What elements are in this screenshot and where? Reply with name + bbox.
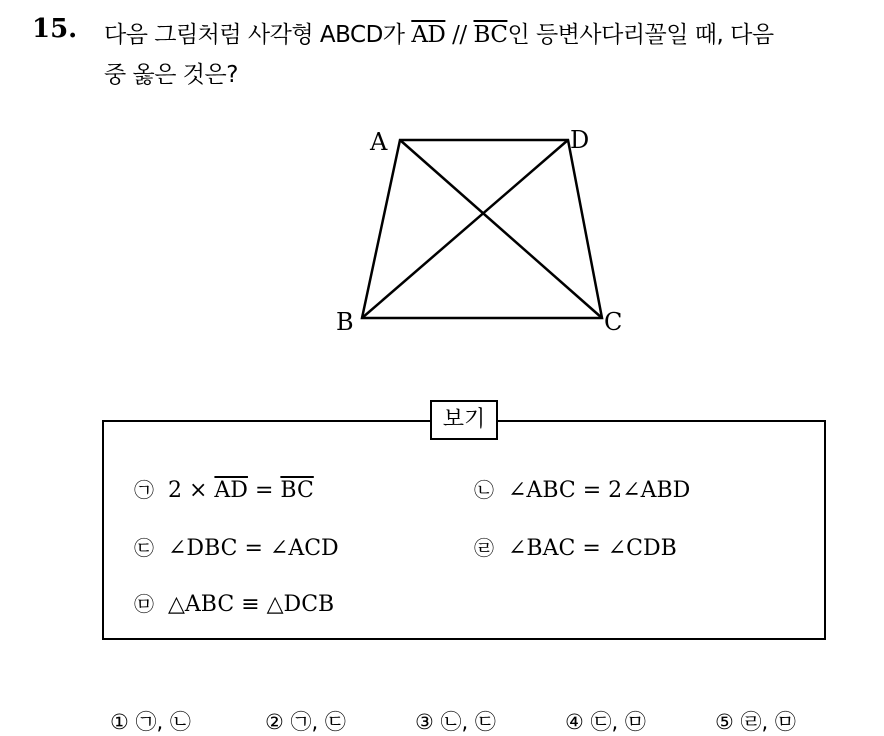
choice-5-number: ⑤ bbox=[715, 710, 734, 734]
question-suffix: 인 등변사다리꼴일 때, 다음 bbox=[507, 22, 774, 48]
choice-3[interactable] bbox=[415, 706, 496, 736]
bogi-item-1-seg-bc: $\overline{BC}$ bbox=[280, 478, 314, 503]
choice-4[interactable] bbox=[565, 706, 646, 736]
choice-4-number: ④ bbox=[565, 710, 584, 734]
question-text-line1 bbox=[104, 16, 774, 49]
bogi-title: 보기 bbox=[430, 400, 498, 440]
bogi-item-2-text: ∠ABC = 2∠ABD bbox=[508, 478, 691, 503]
question-text-line2: 중 옳은 것은? bbox=[104, 62, 238, 88]
trapezoid-outline bbox=[362, 140, 602, 318]
vertex-label-d: D bbox=[570, 126, 590, 154]
bogi-item-3-text: ∠DBC = ∠ACD bbox=[168, 536, 339, 561]
parallel-symbol: // bbox=[445, 22, 474, 48]
segment-ad: $\overline{AD}$ bbox=[411, 22, 446, 48]
choice-1[interactable] bbox=[110, 706, 191, 736]
trapezoid-figure bbox=[330, 120, 650, 335]
choice-3-number: ③ bbox=[415, 710, 434, 734]
bogi-item-1-seg-ad: $\overline{AD}$ bbox=[214, 478, 248, 503]
bogi-mark-4: ㉣ bbox=[474, 536, 494, 560]
bogi-item-4 bbox=[474, 532, 677, 561]
bogi-item-5-text: △ABC ≡ △DCB bbox=[168, 592, 335, 617]
question-prefix: 다음 그림처럼 사각형 ABCD가 bbox=[104, 22, 412, 48]
diagonal-ac bbox=[400, 140, 602, 318]
choice-3-text: ㉡, ㉢ bbox=[440, 710, 496, 734]
choice-2[interactable] bbox=[265, 706, 346, 736]
choice-2-number: ② bbox=[265, 710, 284, 734]
bogi-mark-5: ㉤ bbox=[134, 592, 154, 616]
bogi-item-1-part-eq: = bbox=[247, 478, 281, 503]
choice-4-text: ㉢, ㉤ bbox=[590, 710, 646, 734]
bogi-item-5 bbox=[134, 588, 334, 617]
bogi-item-4-text: ∠BAC = ∠CDB bbox=[508, 536, 677, 561]
vertex-label-a: A bbox=[370, 128, 388, 156]
choice-1-text: ㉠, ㉡ bbox=[135, 710, 191, 734]
bogi-item-3 bbox=[134, 532, 339, 561]
bogi-item-1 bbox=[134, 474, 314, 503]
choice-5[interactable] bbox=[715, 706, 796, 736]
vertex-label-c: C bbox=[604, 308, 623, 335]
segment-bc: $\overline{BC}$ bbox=[473, 22, 508, 48]
choice-2-text: ㉠, ㉢ bbox=[290, 710, 346, 734]
choice-1-number: ① bbox=[110, 710, 129, 734]
vertex-label-b: B bbox=[336, 308, 354, 335]
bogi-item-2 bbox=[474, 474, 690, 503]
bogi-mark-1: ㉠ bbox=[134, 478, 154, 502]
diagonal-bd bbox=[362, 140, 568, 318]
choice-5-text: ㉣, ㉤ bbox=[740, 710, 796, 734]
bogi-mark-2: ㉡ bbox=[474, 478, 494, 502]
question-number: 15. bbox=[32, 14, 78, 44]
bogi-mark-3: ㉢ bbox=[134, 536, 154, 560]
bogi-item-1-part-a: 2 × bbox=[168, 478, 215, 503]
